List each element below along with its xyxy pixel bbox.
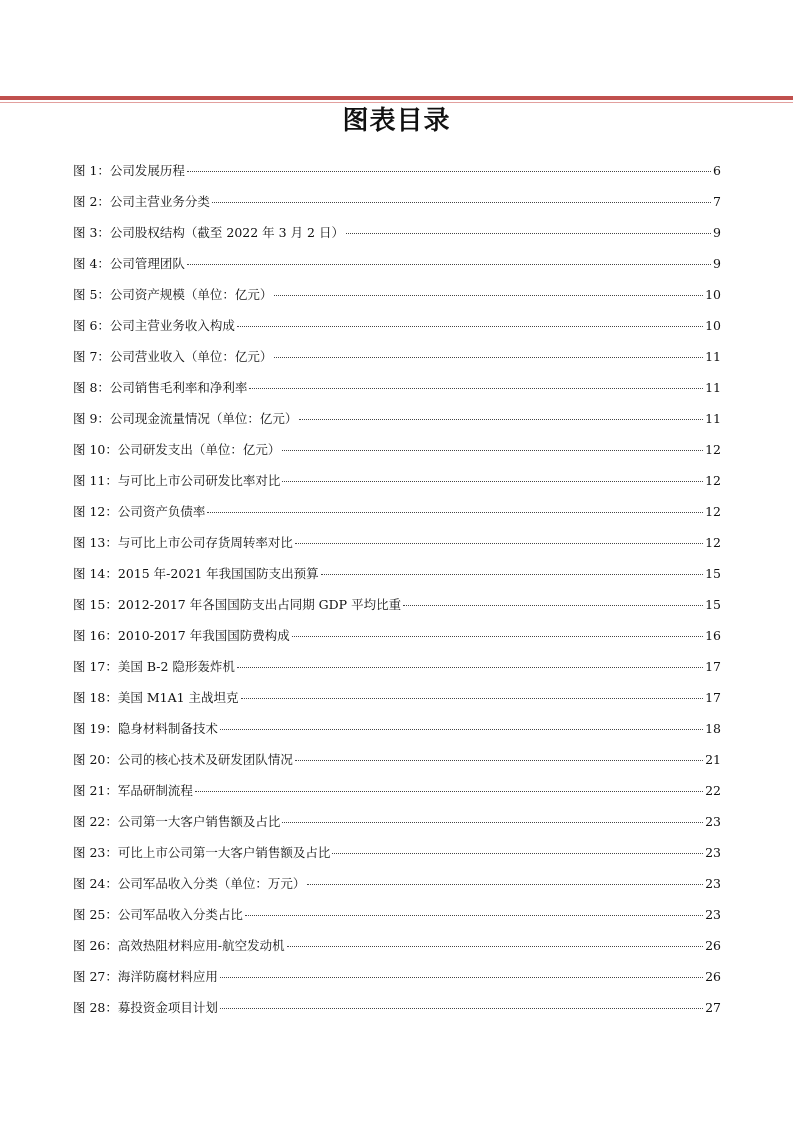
- toc-entry-label: 图 5：公司资产规模（单位：亿元）: [73, 287, 273, 302]
- toc-dot-leader: [321, 574, 703, 575]
- toc-entry-page-number: 21: [705, 752, 721, 767]
- toc-entry[interactable]: [73, 999, 721, 1030]
- toc-entry-page-number: 11: [705, 380, 721, 395]
- toc-entry[interactable]: [73, 906, 721, 937]
- toc-dot-leader: [292, 636, 703, 637]
- toc-entry[interactable]: [73, 224, 721, 255]
- toc-entry[interactable]: [73, 596, 721, 627]
- toc-entry-page-number: 11: [705, 349, 721, 364]
- toc-entry-label: 图 6：公司主营业务收入构成: [73, 318, 235, 333]
- toc-entry-label: 图 25：公司军品收入分类占比: [73, 907, 243, 922]
- toc-entry-label: 图 4：公司管理团队: [73, 256, 185, 271]
- toc-entry[interactable]: [73, 968, 721, 999]
- toc-entry[interactable]: [73, 193, 721, 224]
- toc-entry-page-number: 15: [705, 597, 721, 612]
- toc-entry[interactable]: [73, 565, 721, 596]
- toc-entry-label: 图 17：美国 B-2 隐形轰炸机: [73, 659, 235, 674]
- toc-entry-label: 图 8：公司销售毛利率和净利率: [73, 380, 248, 395]
- toc-entry-page-number: 12: [705, 504, 721, 519]
- toc-entry[interactable]: [73, 720, 721, 751]
- toc-entry-page-number: 12: [705, 442, 721, 457]
- toc-entry[interactable]: [73, 751, 721, 782]
- toc-dot-leader: [187, 264, 711, 265]
- toc-entry[interactable]: [73, 255, 721, 286]
- toc-dot-leader: [307, 884, 703, 885]
- toc-entry[interactable]: [73, 782, 721, 813]
- toc-dot-leader: [220, 1008, 703, 1009]
- toc-entry-page-number: 18: [705, 721, 721, 736]
- toc-entry-page-number: 26: [705, 969, 721, 984]
- toc-entry-page-number: 16: [705, 628, 721, 643]
- toc-entry[interactable]: [73, 162, 721, 193]
- toc-entry-label: 图 26：高效热阻材料应用-航空发动机: [73, 938, 285, 953]
- toc-entry[interactable]: [73, 286, 721, 317]
- toc-entry-label: 图 9：公司现金流量情况（单位：亿元）: [73, 411, 298, 426]
- toc-entry[interactable]: [73, 844, 721, 875]
- header-rule-thin: [0, 102, 793, 103]
- toc-entry-label: 图 27：海洋防腐材料应用: [73, 969, 218, 984]
- toc-entry-page-number: 10: [705, 287, 721, 302]
- toc-entry-label: 图 18：美国 M1A1 主战坦克: [73, 690, 239, 705]
- toc-entry-page-number: 15: [705, 566, 721, 581]
- toc-dot-leader: [274, 357, 703, 358]
- toc-entry-page-number: 9: [713, 256, 721, 271]
- toc-dot-leader: [212, 202, 711, 203]
- toc-dot-leader: [282, 481, 703, 482]
- toc-entry-label: 图 24：公司军品收入分类（单位：万元）: [73, 876, 306, 891]
- toc-entry-label: 图 7：公司营业收入（单位：亿元）: [73, 349, 273, 364]
- toc-entry-label: 图 22：公司第一大客户销售额及占比: [73, 814, 281, 829]
- toc-entry-page-number: 27: [705, 1000, 721, 1015]
- toc-dot-leader: [282, 822, 703, 823]
- toc-entry-page-number: 10: [705, 318, 721, 333]
- toc-entry-page-number: 17: [705, 659, 721, 674]
- page-title: 图表目录: [342, 106, 451, 136]
- toc-entry[interactable]: [73, 472, 721, 503]
- toc-dot-leader: [220, 977, 703, 978]
- toc-entry-label: 图 23：可比上市公司第一大客户销售额及占比: [73, 845, 331, 860]
- toc-entry-page-number: 23: [705, 845, 721, 860]
- toc-entry[interactable]: [73, 875, 721, 906]
- toc-entry[interactable]: [73, 658, 721, 689]
- toc-entry-label: 图 20：公司的核心技术及研发团队情况: [73, 752, 293, 767]
- toc-entry-page-number: 6: [713, 163, 721, 178]
- toc-entry[interactable]: [73, 937, 721, 968]
- toc-entry-label: 图 1：公司发展历程: [73, 163, 185, 178]
- header-rule: [0, 96, 793, 100]
- toc-dot-leader: [241, 698, 704, 699]
- toc-entry-label: 图 16：2010-2017 年我国国防费构成: [73, 628, 290, 643]
- toc-entry-page-number: 12: [705, 535, 721, 550]
- toc-entry[interactable]: [73, 813, 721, 844]
- toc-dot-leader: [249, 388, 703, 389]
- toc-entry-label: 图 14：2015 年-2021 年我国国防支出预算: [73, 566, 319, 581]
- toc-entry-page-number: 23: [705, 814, 721, 829]
- toc-dot-leader: [187, 171, 711, 172]
- toc-entry-label: 图 13：与可比上市公司存货周转率对比: [73, 535, 293, 550]
- toc-dot-leader: [346, 233, 711, 234]
- toc-entry-page-number: 22: [705, 783, 721, 798]
- toc-dot-leader: [237, 667, 703, 668]
- toc-dot-leader: [207, 512, 703, 513]
- toc-dot-leader: [220, 729, 703, 730]
- toc-entry-page-number: 7: [713, 194, 721, 209]
- toc-entry-label: 图 3：公司股权结构（截至 2022 年 3 月 2 日）: [73, 225, 344, 240]
- toc-entry-page-number: 23: [705, 907, 721, 922]
- toc-dot-leader: [287, 946, 703, 947]
- toc-entry-label: 图 15：2012-2017 年各国国防支出占同期 GDP 平均比重: [73, 597, 402, 612]
- toc-entry[interactable]: [73, 441, 721, 472]
- toc-dot-leader: [332, 853, 703, 854]
- toc-entry-label: 图 2：公司主营业务分类: [73, 194, 210, 209]
- toc-dot-leader: [299, 419, 703, 420]
- toc-entry[interactable]: [73, 410, 721, 441]
- toc-entry-page-number: 9: [713, 225, 721, 240]
- toc-entry[interactable]: [73, 317, 721, 348]
- toc-entry-label: 图 19：隐身材料制备技术: [73, 721, 218, 736]
- toc-dot-leader: [295, 760, 703, 761]
- toc-entry[interactable]: [73, 689, 721, 720]
- toc-entry-page-number: 26: [705, 938, 721, 953]
- toc-dot-leader: [245, 915, 703, 916]
- toc-entry-page-number: 23: [705, 876, 721, 891]
- toc-entry[interactable]: [73, 379, 721, 410]
- toc-entry-page-number: 12: [705, 473, 721, 488]
- toc-entry-label: 图 12：公司资产负债率: [73, 504, 206, 519]
- toc-entry-label: 图 21：军品研制流程: [73, 783, 193, 798]
- toc-entry-page-number: 17: [705, 690, 721, 705]
- toc-entry-label: 图 10：公司研发支出（单位：亿元）: [73, 442, 281, 457]
- toc-entry[interactable]: [73, 627, 721, 658]
- toc-dot-leader: [282, 450, 703, 451]
- toc-entry-label: 图 28：募投资金项目计划: [73, 1000, 218, 1015]
- toc-dot-leader: [295, 543, 703, 544]
- toc-entry[interactable]: [73, 534, 721, 565]
- toc-dot-leader: [403, 605, 703, 606]
- toc-entry[interactable]: [73, 503, 721, 534]
- toc-entry[interactable]: [73, 348, 721, 379]
- toc-dot-leader: [274, 295, 703, 296]
- toc-entry-label: 图 11：与可比上市公司研发比率对比: [73, 473, 281, 488]
- figure-toc-list: [73, 162, 721, 1030]
- toc-entry-page-number: 11: [705, 411, 721, 426]
- toc-dot-leader: [195, 791, 703, 792]
- toc-dot-leader: [237, 326, 703, 327]
